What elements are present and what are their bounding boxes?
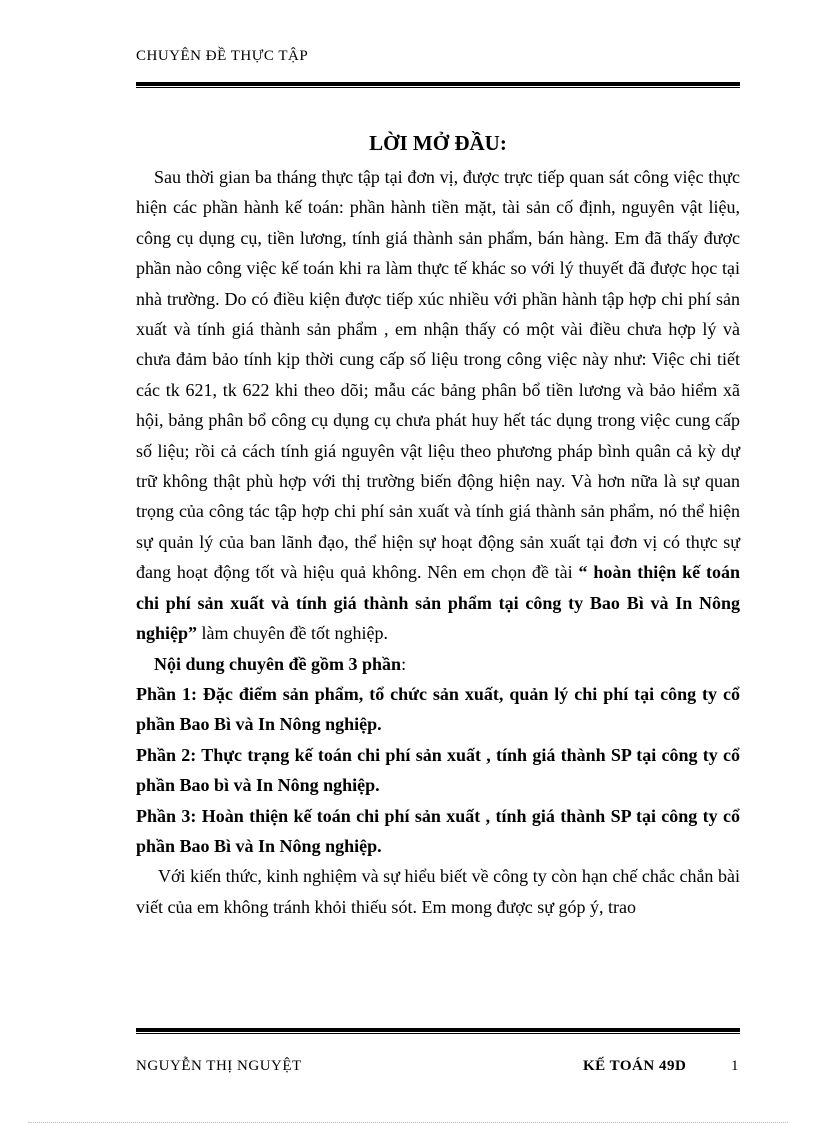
page-title: LỜI MỞ ĐẦU: — [369, 131, 507, 155]
part-2: Phần 2: Thực trạng kế toán chi phí sản xuất , tính giá thành SP tại công ty cổ phần Bao bì và In Nông nghiệp. — [136, 744, 740, 796]
intro-paragraph — [136, 162, 740, 649]
intro-text: Sau thời gian ba tháng thực tập tại đơn vị, được trực tiếp quan sát công việc thực hiện các phần hành kế toán: phần hành tiền mặt, tài sản cố định, nguyên vật liệu, công cụ dụng cụ, tiền lương, tính giá thành sản phẩm, bán hàng. Em đã thấy được phần nào công việc kế toán khi ra làm thực tế khác so với lý thuyết đã được học tại nhà trường. Do có điều kiện được tiếp xúc nhiều với phần hành tập hợp chi phí sản xuất và tính giá thành sản phẩm , em nhận thấy có một vài điều chưa hợp lý và chưa đảm bảo tính kịp thời cung cấp số liệu trong công việc này như: Việc chi tiết các tk 621, tk 622 khi theo dõi; mẫu các bảng phân bổ tiền lương và bảo hiểm xã hội, bảng phân bổ công cụ dụng cụ chưa phát huy hết tác dụng trong việc cung cấp số liệu; rồi cả cách tính giá nguyên vật liệu theo phương pháp bình quân cả kỳ dự trữ không thật phù hợp với thị trường biến động hiện nay. Và hơn nữa là sự quan trọng của công tác tập hợp chi phí sản xuất và tính giá thành sản phẩm, nó thể hiện sự quản lý của ban lãnh đạo, thể hiện sự hoạt động sản xuất tại đơn vị có thực sự đang hoạt động tốt và hiệu quả không. Nên em chọn đề tài — [136, 167, 740, 583]
header-rule — [136, 82, 740, 88]
page-number: 1 — [731, 1058, 739, 1074]
closing-paragraph: Với kiến thức, kinh nghiệm và sự hiểu biết về công ty còn hạn chế chắc chắn bài viết của em không tránh khỏi thiếu sót. Em mong được sự góp ý, trao — [136, 866, 740, 917]
part-1: Phần 1: Đặc điểm sản phẩm, tổ chức sản xuất, quản lý chi phí tại công ty cổ phần Bao Bì và In Nông nghiệp. — [136, 683, 740, 735]
part-3: Phần 3: Hoàn thiện kế toán chi phí sản xuất , tính giá thành SP tại công ty cổ phần Bao Bì và In Nông nghiệp. — [136, 805, 740, 856]
contents-heading: Nội dung chuyên đề gồm 3 phần: — [154, 653, 407, 674]
document-body — [136, 128, 740, 922]
intro-end-text: làm chuyên đề tốt nghiệp. — [197, 623, 388, 644]
footer-class: KẾ TOÁN 49D — [583, 1058, 687, 1074]
header-title: CHUYÊN ĐỀ THỰC TẬP — [136, 48, 309, 64]
footer-rule — [136, 1028, 740, 1034]
footer-author: NGUYỄN THỊ NGUYỆT — [136, 1058, 302, 1074]
topic-text: “ hoàn thiện kế toán chi phí sản xuất và tính giá thành sản phẩm tại công ty Bao Bì và In Nông nghiệp” — [136, 562, 740, 644]
